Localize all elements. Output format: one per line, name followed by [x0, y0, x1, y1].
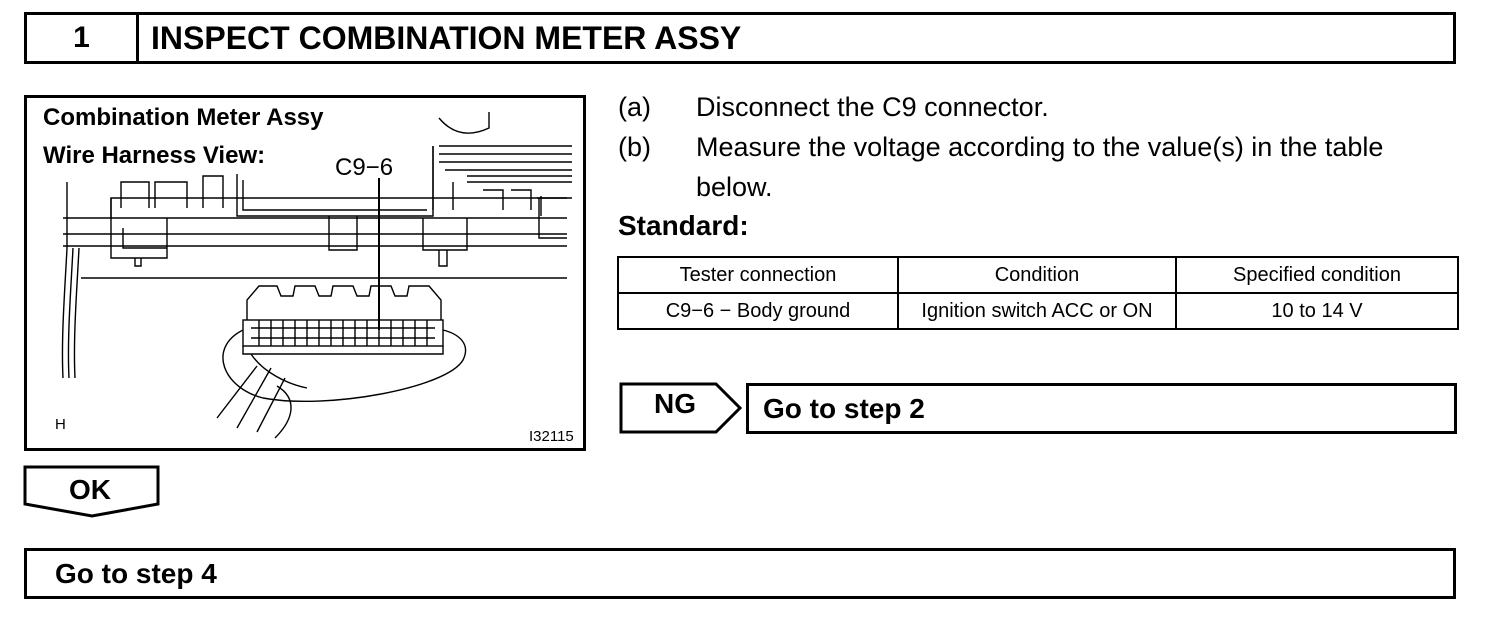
- figure-view-code: H: [55, 416, 66, 433]
- figure-title-line2: Wire Harness View:: [43, 142, 266, 169]
- instruction-text-continued: below.: [696, 172, 773, 202]
- instruction-text: Measure the voltage according to the value(s) in the table: [696, 132, 1384, 162]
- instruction-label: (b): [618, 132, 651, 162]
- table-cell: C9−6 − Body ground: [618, 293, 898, 329]
- connector-pin-callout: C9−6: [335, 154, 394, 181]
- step-title: INSPECT COMBINATION METER ASSY: [151, 19, 742, 56]
- figure-id: I32115: [529, 428, 574, 445]
- table-cell: 10 to 14 V: [1176, 293, 1458, 329]
- table-row: [618, 293, 1458, 329]
- figure-title-line1: Combination Meter Assy: [43, 104, 324, 131]
- column-header-specified-condition: Specified condition: [1176, 257, 1458, 293]
- ok-label: OK: [69, 474, 111, 505]
- column-header-tester-connection: Tester connection: [618, 257, 898, 293]
- column-header-condition: Condition: [898, 257, 1176, 293]
- connector-illustration: [24, 95, 586, 451]
- ok-go-to-step-box: Go to step 4: [24, 548, 1456, 599]
- step-header: [24, 12, 1456, 64]
- table-cell: Ignition switch ACC or ON: [898, 293, 1176, 329]
- instruction-text: Disconnect the C9 connector.: [696, 92, 1049, 122]
- step-number: 1: [27, 15, 139, 61]
- ng-go-to-step-box: Go to step 2: [746, 383, 1457, 434]
- standard-label: Standard:: [618, 210, 749, 241]
- ng-label: NG: [654, 388, 696, 419]
- instruction-label: (a): [618, 92, 651, 122]
- specification-table: [617, 256, 1459, 330]
- table-header-row: [618, 257, 1458, 293]
